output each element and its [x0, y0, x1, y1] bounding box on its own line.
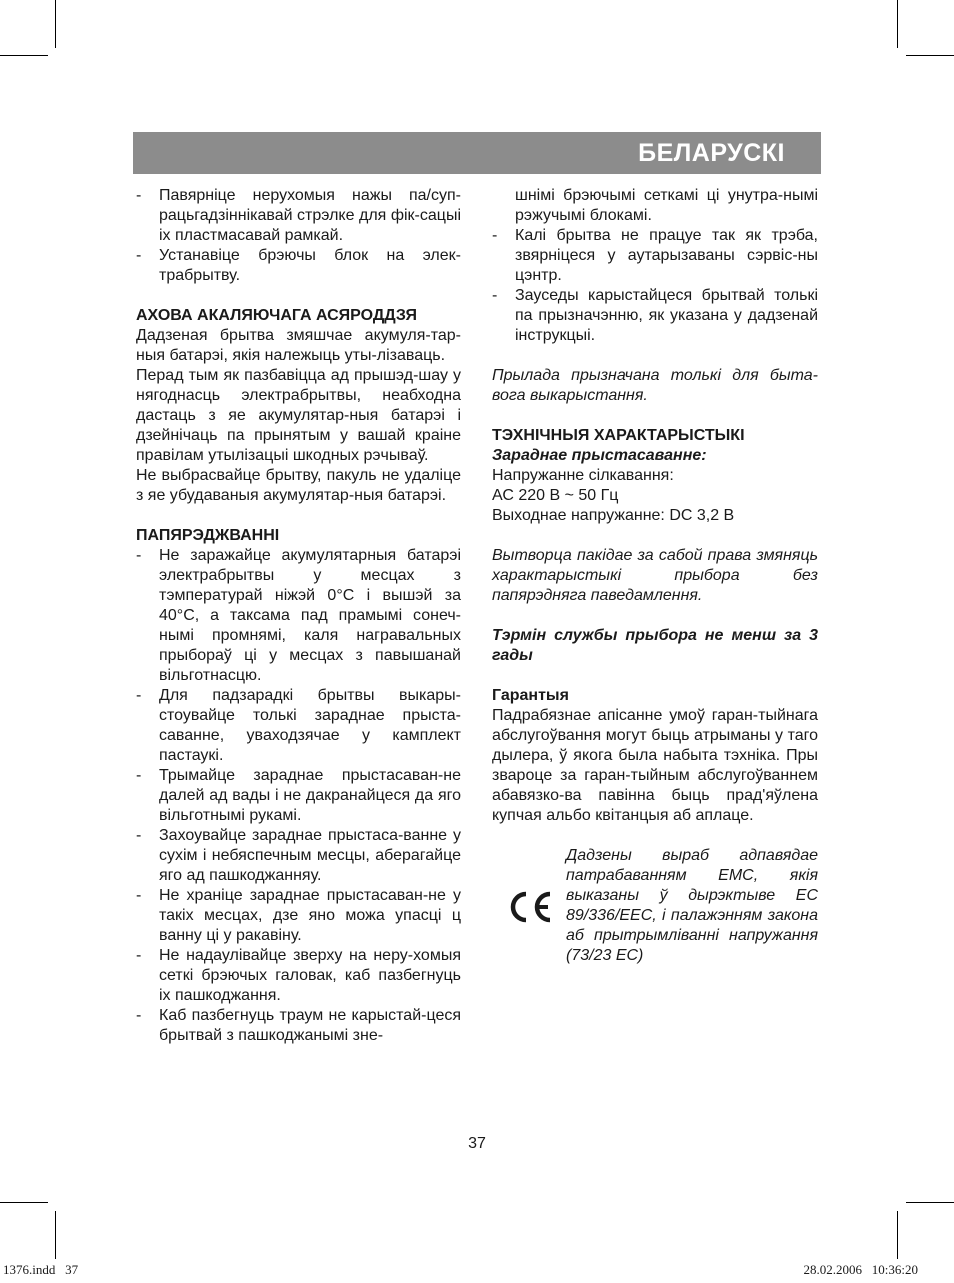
list-item: - Не надаулівайце зверху на неру-хомыя сеткі брэючых галовак, каб пазбегнуць іх пашкоджання. [136, 947, 461, 1004]
spec-line: АС 220 В ~ 50 Гц [492, 487, 619, 504]
list-item: - Калі брытва не працуе так як трэба, звярніцеся у аутарызаваны сэрвіс-ны цэнтр. [492, 227, 818, 284]
list-item: - Каб пазбегнуць траум не карыстай-цеся брытвай з пашкоджанымі зне- [136, 1007, 461, 1044]
crop-mark [897, 0, 898, 48]
crop-mark [906, 1202, 954, 1203]
household-note: Прылада прызначана толькі для быта-вога выкарыстання. [492, 367, 818, 404]
manufacturer-note: Вытворца пакідае за сабой права змяняць характарыстыкі прыбора без папярэдняга паведамлення. [492, 547, 818, 604]
paragraph: Не выбрасвайце брытву, пакуль не удаліце з яе убудаваныя акумулятар-ныя батарэі. [136, 467, 461, 504]
paragraph: Дадзеная брытва змяшчае акумуля-тар-ныя батарэі, якія належыць уты-лізаваць. [136, 327, 461, 364]
subheading: Зараднае прыстасаванне: [492, 447, 707, 464]
section-heading: ТЭХНІЧНЫЯ ХАРАКТАРЫСТЫКІ [492, 427, 745, 444]
list-item: - Захоувайце зараднае прыстаса-ванне у сухім і небяспечным месцы, аберагайце яго ад пашкоджанняу. [136, 827, 461, 884]
list-item: - Зауседы карыстайцеся брытвай толькі па прызначэнню, як указана у дадзенай інструкцыі. [492, 287, 818, 344]
paragraph: Перад тым як пазбавіцца ад прышэд-шау у нягоднасць электрабрытвы, неабходна дастаць з яе акумулятар-ныя батарэі і дзейнічаць па прынятым у вашай краіне правілам утылізацыі шкодных рэчываў. [136, 367, 461, 464]
section-heading: ПАПЯРЭДЖВАННІ [136, 527, 280, 544]
crop-mark [0, 1202, 48, 1203]
list-item: - Павярніце нерухомыя нажы па/суп-рацьгадзіннікавай стрэлке для фік-сацыі іх пластмасавай рамкай. [136, 187, 461, 244]
crop-mark [55, 0, 56, 48]
crop-mark [55, 1211, 56, 1259]
slug-right: 28.02.2006 10:36:20 [803, 1262, 918, 1277]
list-item: - Не храніце зараднае прыстасаван-не у такіх месцах, дзе яно можа упасці ц ванну ці у ракавіну. [136, 887, 461, 944]
language-banner [133, 132, 821, 174]
service-life: Тэрмін службы прыбора не менш за 3 гады [492, 627, 818, 664]
language-title: БЕЛАРУСКІ [638, 139, 785, 167]
crop-mark [906, 55, 954, 56]
list-item-continuation: шнімі брэючымі сеткамі ці унутра-нымі рэжучымі блокамі. [515, 187, 818, 224]
spec-line: Напружанне сілкавання: [492, 467, 674, 484]
page-number: 37 [468, 1135, 486, 1152]
crop-mark [0, 55, 48, 56]
crop-mark [897, 1211, 898, 1259]
spec-line: Выходнае напружанне: DC 3,2 В [492, 507, 735, 524]
left-column [136, 186, 461, 1046]
ce-text: Дадзены выраб адпавядае патрабаванням ЕМС, якія выказаны ў дырэктыве ЕС 89/336/ЕЕС, і палажэнням закона аб прытрымліванні напружання (73/23 ЕС) [566, 847, 818, 964]
slug-left: 1376.indd 37 [3, 1262, 79, 1277]
ce-block [492, 846, 818, 966]
list-item: - Устанавіце брэючы блок на элек-трабрытву. [136, 247, 461, 284]
paragraph: Падрабязнае апісанне умоў гаран-тыйнага абслугоўвання могут быць атрыманы у таго дылера, ў якога была набыта тэхніка. Пры звароце за гаран-тыйным абслугоўваннем абавязко-ва павінна быць прад'яўлена купчая альбо квітанцыя аб аплаце. [492, 707, 818, 824]
section-heading: Гарантыя [492, 687, 569, 704]
list-item: - Трымайце зараднае прыстасаван-не далей ад вады і не дакранайцеся да яго вільготнымі рукамі. [136, 767, 461, 824]
right-column [492, 186, 818, 966]
ce-mark-icon [504, 890, 554, 924]
list-item: - Для падзарадкі брытвы выкары-стоувайце толькі зараднае прыста-саванне, увaходзячае у камплект пастаукі. [136, 687, 461, 764]
section-heading: АХОВА АКАЛЯЮЧАГА АСЯРОДДЗЯ [136, 307, 417, 324]
list-item: - Не заражайце акумулятарныя батарэі электрабрытвы у месцах з тэмпературай ніжэй 0°С і вышэй за 40°С, а таксама пад прамымі сонеч-нымі промнямі, каля награвальных прыбораў ці у месцах з павышанай вільготнасцю. [136, 547, 461, 684]
